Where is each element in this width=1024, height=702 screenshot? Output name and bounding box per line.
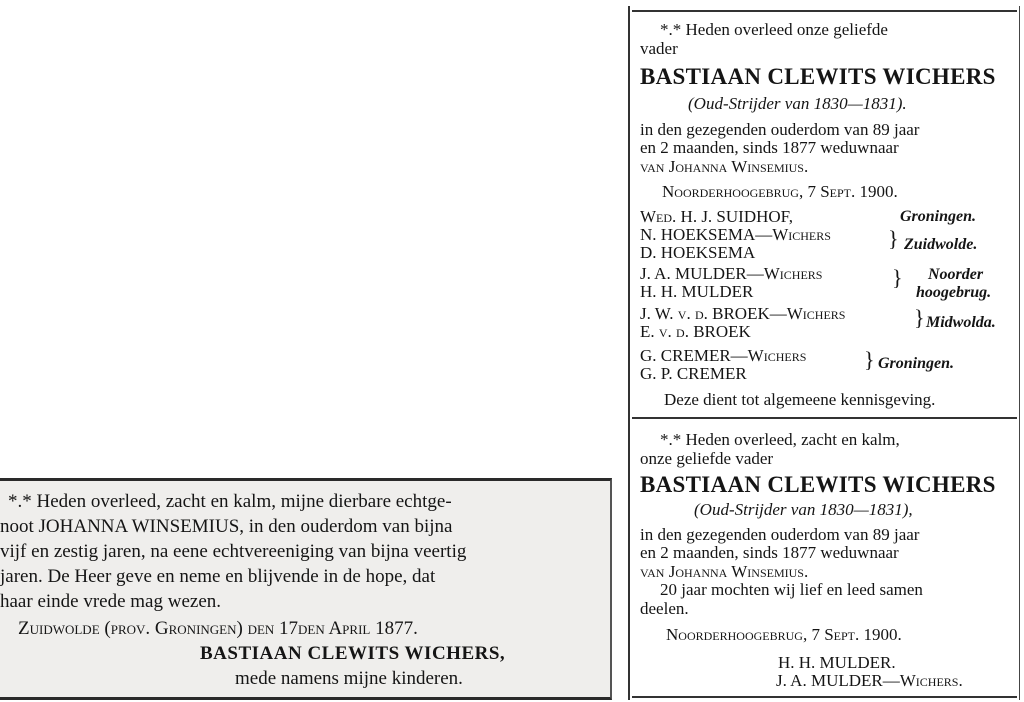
family-member: Wed. H. J. SUIDHOF,	[640, 207, 794, 226]
notice-top-subtitle: (Oud-Strijder van 1830—1831).	[688, 94, 907, 113]
notice-top-body-2: en 2 maanden, sinds 1877 weduwnaar	[640, 138, 899, 157]
family-member: J. W. v. d. BROEK—Wichers	[640, 304, 846, 323]
notice-bottom-body-3: van Johanna Winsemius.	[640, 562, 809, 581]
notice-1877-signature: BASTIAAN CLEWITS WICHERS,	[200, 643, 506, 664]
brace-mark: }	[892, 265, 903, 290]
notice-bottom-opening: *.* Heden overleed, zacht en kalm,	[660, 430, 900, 449]
family-member: D. HOEKSEMA	[640, 243, 756, 262]
notice-bottom-name: BASTIAAN CLEWITS WICHERS	[640, 472, 996, 497]
notice-top-body-3: van Johanna Winsemius.	[640, 157, 809, 176]
notice-bottom-opening-2: onze geliefde vader	[640, 449, 774, 468]
notice-bottom-body-4: 20 jaar mochten wij lief en leed samen	[660, 580, 923, 599]
family-member: E. v. d. BROEK	[640, 322, 751, 341]
notice-bottom-signer-2: J. A. MULDER—Wichers.	[776, 671, 963, 690]
brace-mark: }	[864, 347, 875, 372]
family-member: H. H. MULDER	[640, 282, 754, 301]
notice-1877-line-4: jaren. De Heer geve en neme en blijvende in de hope, dat	[0, 566, 436, 587]
notice-bottom-body-5: deelen.	[640, 599, 689, 618]
notice-top-opening: *.* Heden overleed onze geliefde	[660, 20, 888, 39]
top-rule	[632, 10, 1017, 12]
newspaper-column	[628, 6, 1020, 700]
notice-top-place-date: Noorderhoogebrug, 7 Sept. 1900.	[662, 182, 898, 201]
bottom-rule	[632, 696, 1017, 698]
notice-1877-line-3: vijf en zestig jaren, na eene echtvereeniging van bijna veertig	[0, 541, 467, 562]
family-place: Groningen.	[878, 355, 955, 372]
notice-top-opening-2: vader	[640, 39, 678, 58]
notice-bottom-body-1: in den gezegenden ouderdom van 89 jaar	[640, 525, 920, 544]
family-member: G. P. CREMER	[640, 364, 747, 383]
family-member: G. CREMER—Wichers	[640, 346, 807, 365]
notice-1877-line-2: noot JOHANNA WINSEMIUS, in den ouderdom van bijna	[0, 516, 453, 537]
family-place: hoogebrug.	[916, 284, 992, 301]
family-place: Zuidwolde.	[904, 236, 978, 253]
family-place: Midwolda.	[926, 314, 996, 331]
notice-1877-clipping	[0, 478, 612, 700]
notice-1877-line-5: haar einde vrede mag wezen.	[0, 591, 222, 612]
notice-bottom-subtitle: (Oud-Strijder van 1830—1831),	[694, 500, 913, 519]
notice-1877-place-date: Zuidwolde (prov. Groningen) den 17den April 1877.	[18, 618, 418, 639]
brace-mark: }	[888, 226, 899, 251]
family-member: J. A. MULDER—Wichers	[640, 264, 823, 283]
notice-1877-signature-sub: mede namens mijne kinderen.	[235, 668, 463, 689]
notice-top-name: BASTIAAN CLEWITS WICHERS	[640, 64, 996, 89]
notice-bottom-body-2: en 2 maanden, sinds 1877 weduwnaar	[640, 543, 899, 562]
notice-bottom-place-date: Noorderhoogebrug, 7 Sept. 1900.	[666, 625, 902, 644]
family-place: Noorder	[928, 266, 984, 283]
notice-top-body-1: in den gezegenden ouderdom van 89 jaar	[640, 120, 920, 139]
brace-mark: }	[914, 305, 925, 330]
family-place: Groningen.	[900, 208, 977, 225]
divider-rule	[632, 417, 1017, 419]
notice-1877-line-1: *.* Heden overleed, zacht en kalm, mijne dierbare echtge-	[8, 491, 452, 512]
notice-top-closing: Deze dient tot algemeene kennisgeving.	[664, 390, 936, 409]
family-member: N. HOEKSEMA—Wichers	[640, 225, 831, 244]
notice-bottom-signer-1: H. H. MULDER.	[778, 653, 896, 672]
